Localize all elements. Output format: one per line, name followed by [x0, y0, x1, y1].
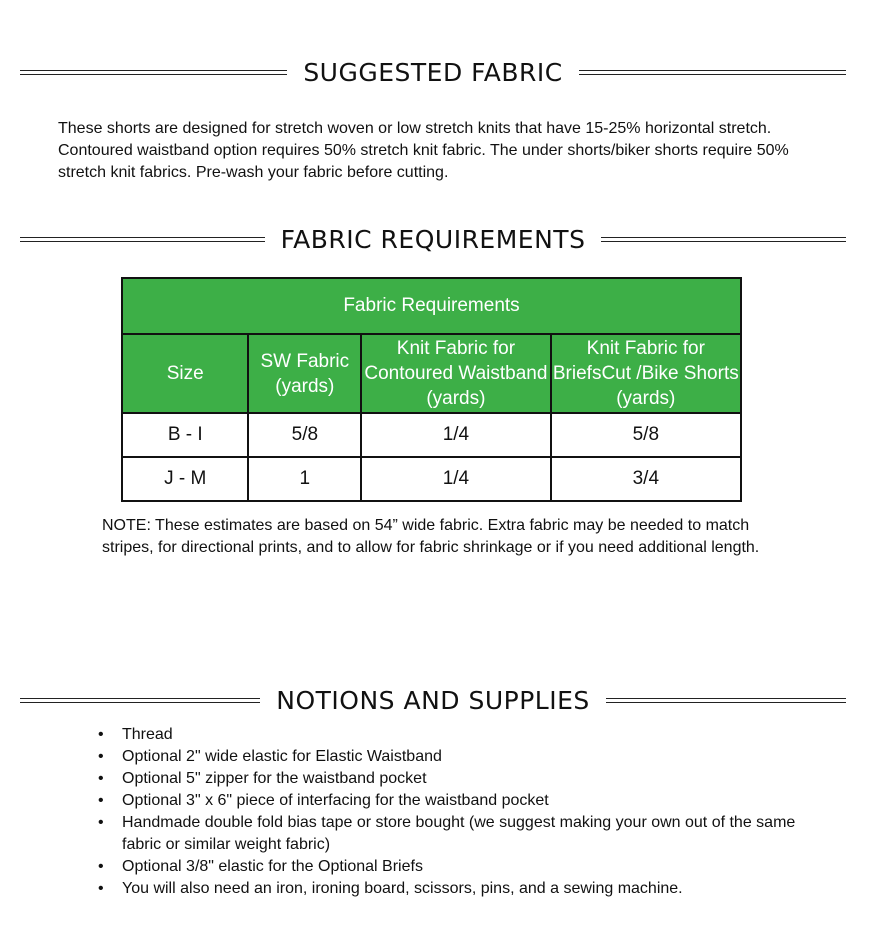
- column-header-knit-waistband: Knit Fabric for Contoured Waistband (yards): [361, 334, 550, 413]
- list-item: [98, 878, 798, 900]
- list-item: [98, 746, 798, 768]
- list-item-text: Optional 2" wide elastic for Elastic Waistband: [122, 748, 442, 765]
- bullet-icon: •: [98, 770, 104, 787]
- list-item: [98, 724, 798, 746]
- table-cell: J - M: [122, 457, 248, 501]
- heading-rule-left: [20, 237, 265, 242]
- bullet-icon: •: [98, 726, 104, 743]
- table-row: [122, 457, 741, 501]
- table-cell: B - I: [122, 413, 248, 457]
- table-cell: 1/4: [361, 413, 550, 457]
- list-item: [98, 790, 798, 812]
- bullet-icon: •: [98, 792, 104, 809]
- bullet-icon: •: [98, 880, 104, 897]
- notions-list: [98, 724, 798, 900]
- list-item: [98, 812, 798, 856]
- list-item: [98, 856, 798, 878]
- heading-rule-left: [20, 70, 287, 75]
- bullet-icon: •: [98, 814, 104, 831]
- list-item-text: Handmade double fold bias tape or store bought (we suggest making your own out of the same fabric or similar weight fabric): [122, 814, 796, 853]
- column-header-knit-briefs: Knit Fabric for BriefsCut /Bike Shorts (yards): [551, 334, 741, 413]
- fabric-requirements-table: [121, 277, 742, 502]
- bullet-icon: •: [98, 858, 104, 875]
- table-cell: 5/8: [248, 413, 361, 457]
- bullet-icon: •: [98, 748, 104, 765]
- heading-rule-right: [601, 237, 846, 242]
- heading-rule-right: [579, 70, 846, 75]
- list-item: [98, 768, 798, 790]
- list-item-text: Thread: [122, 726, 173, 743]
- notions-title: NOTIONS AND SUPPLIES: [276, 686, 590, 715]
- table-cell: 3/4: [551, 457, 741, 501]
- table-cell: 5/8: [551, 413, 741, 457]
- table-cell: 1: [248, 457, 361, 501]
- column-header-size: Size: [122, 334, 248, 413]
- list-item-text: Optional 3/8" elastic for the Optional Briefs: [122, 858, 423, 875]
- suggested-fabric-title: SUGGESTED FABRIC: [303, 58, 563, 87]
- fabric-note: NOTE: These estimates are based on 54” wide fabric. Extra fabric may be needed to match stripes, for directional prints, and to allow for fabric shrinkage or if you need additional length.: [102, 517, 760, 556]
- notions-heading: [20, 686, 846, 715]
- list-item-text: You will also need an iron, ironing board, scissors, pins, and a sewing machine.: [122, 880, 683, 897]
- fabric-requirements-heading: [20, 225, 846, 254]
- fabric-requirements-title: FABRIC REQUIREMENTS: [280, 225, 586, 254]
- table-caption: Fabric Requirements: [122, 278, 741, 334]
- table-row: [122, 413, 741, 457]
- list-item-text: Optional 5" zipper for the waistband pocket: [122, 770, 427, 787]
- heading-rule-right: [606, 698, 846, 703]
- column-header-sw-fabric: SW Fabric (yards): [248, 334, 361, 413]
- heading-rule-left: [20, 698, 260, 703]
- suggested-fabric-body: These shorts are designed for stretch woven or low stretch knits that have 15-25% horizontal stretch. Contoured waistband option requires 50% stretch knit fabric. The under shorts/biker shorts require 50% stretch knit fabrics. Pre-wash your fabric before cutting.: [58, 120, 789, 181]
- list-item-text: Optional 3" x 6" piece of interfacing for the waistband pocket: [122, 792, 549, 809]
- table-cell: 1/4: [361, 457, 550, 501]
- suggested-fabric-heading: [20, 58, 846, 87]
